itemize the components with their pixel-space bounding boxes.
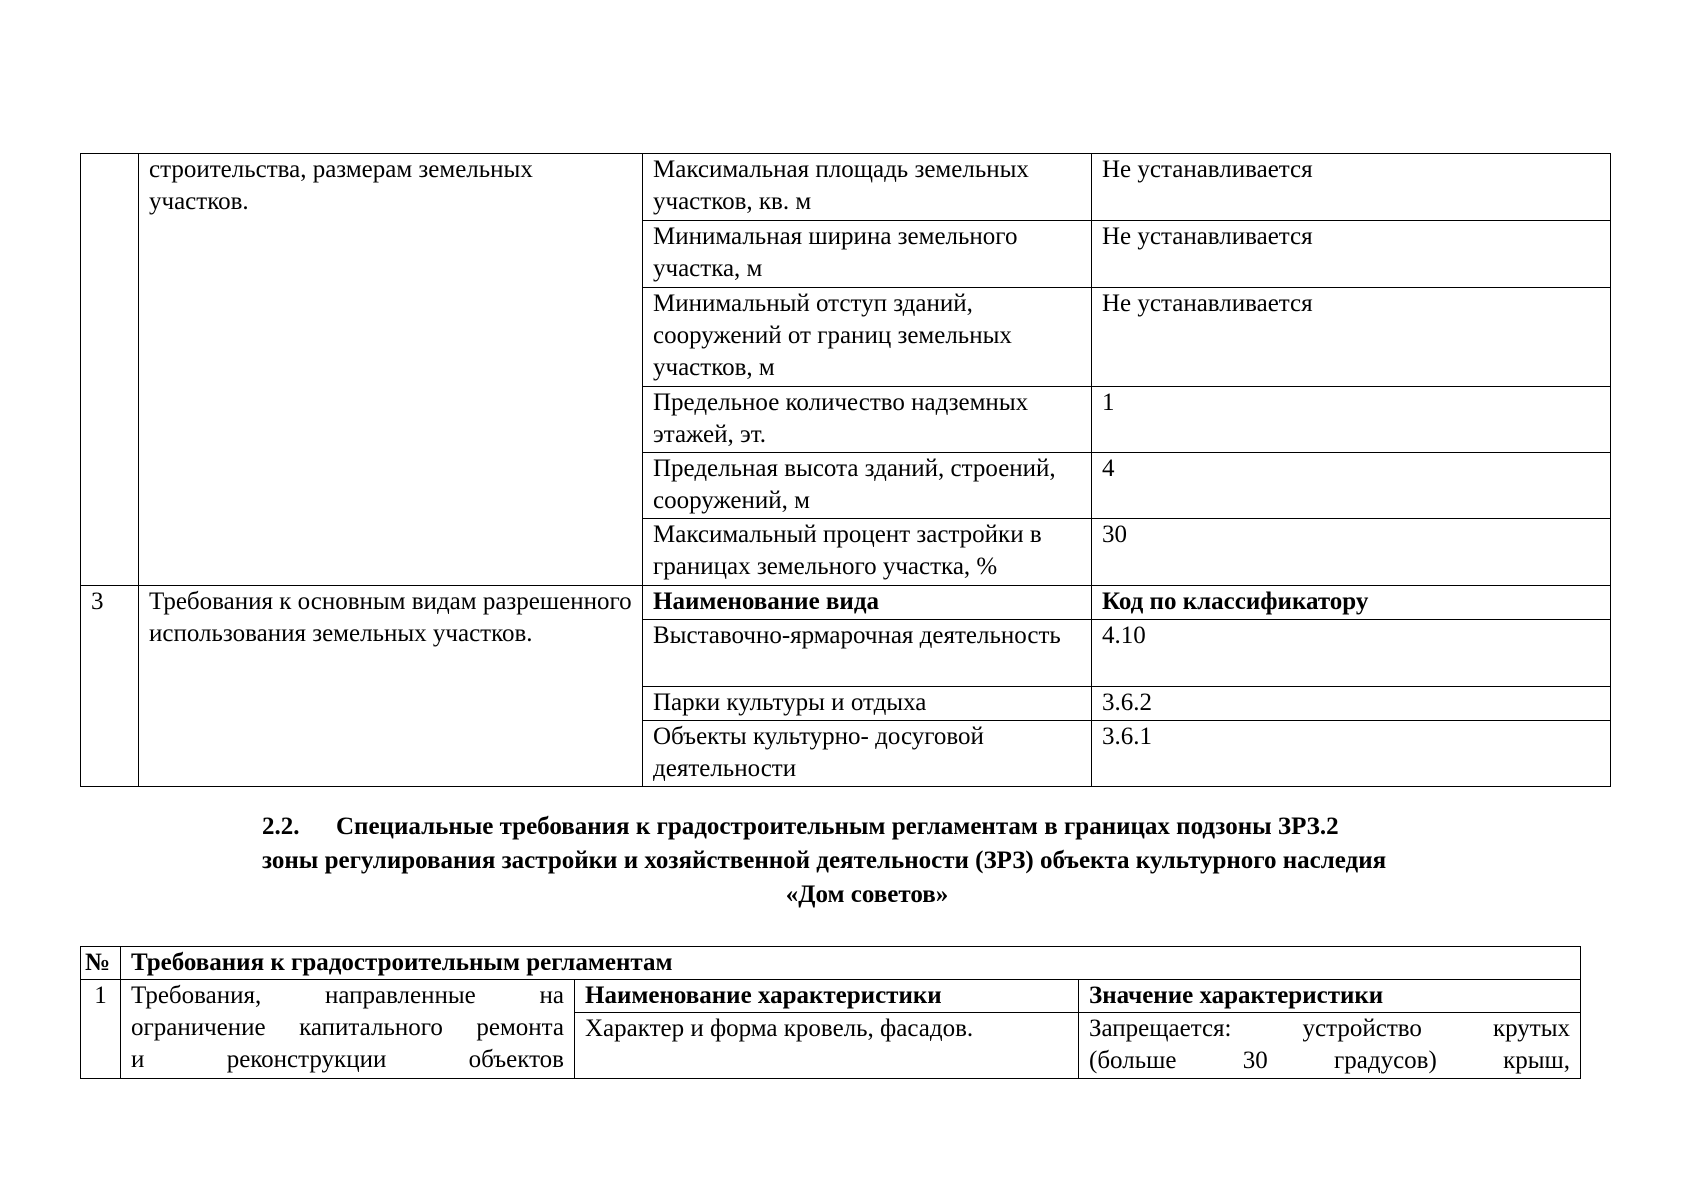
column-header-code: Код по классификатору [1092,586,1611,620]
row-number-cell [81,154,139,586]
section-heading [262,810,1582,912]
table-header-row [81,947,1581,980]
value-line: (больше 30 градусов) крыш, [1089,1047,1571,1074]
use-type-name: Парки культуры и отдыха [643,687,1092,721]
characteristic-value [1079,1013,1581,1079]
param-value: Не устанавливается [1092,288,1611,387]
use-type-name: Выставочно-ярмарочная деятельность [643,620,1092,687]
label-line: и реконструкции объектов [131,1046,564,1073]
use-type-code: 3.6.2 [1092,687,1611,721]
label-line: Требования, направленные на [131,982,564,1009]
table-row [81,980,1581,1013]
param-name: Минимальная ширина земельного участка, м [643,221,1092,288]
regulations-table-continued [80,153,1611,787]
number-header: № [81,947,121,980]
param-name: Максимальный процент застройки в границах земельного участка, % [643,519,1092,586]
param-value: 30 [1092,519,1611,586]
section-number: 2.2. [262,813,300,840]
heading-line-1 [262,810,1582,844]
heading-line-1-text: Специальные требования к градостроительным регламентам в границах подзоны ЗРЗ.2 [336,813,1339,840]
use-type-code: 4.10 [1092,620,1611,687]
param-value: Не устанавливается [1092,154,1611,221]
row-number: 1 [81,980,121,1079]
table-row [81,154,1611,221]
use-type-code: 3.6.1 [1092,721,1611,787]
row-number: 3 [81,586,139,787]
param-value: 4 [1092,453,1611,519]
characteristic-name: Характер и форма кровель, фасадов. [575,1013,1079,1079]
column-header-name: Наименование характеристики [575,980,1079,1013]
column-header-value: Значение характеристики [1079,980,1581,1013]
requirements-header: Требования к градостроительным регламентам [121,947,1581,980]
table-row [81,586,1611,620]
column-header-name: Наименование вида [643,586,1092,620]
heading-line-3: «Дом советов» [785,881,949,908]
label-line: ограничение капитального ремонта [131,1014,564,1041]
param-name: Минимальный отступ зданий, сооружений от границ земельных участков, м [643,288,1092,387]
regulations-table-zrz2 [80,946,1581,1079]
param-value: Не устанавливается [1092,221,1611,288]
heading-line-2: зоны регулирования застройки и хозяйственной деятельности (ЗРЗ) объекта культурного наследия [262,847,1387,874]
requirement-label: Требования к основным видам разрешенного использования земельных участков. [139,586,643,787]
param-name: Предельное количество надземных этажей, эт. [643,387,1092,453]
param-name: Максимальная площадь земельных участков, кв. м [643,154,1092,221]
value-line: Запрещается: устройство крутых [1089,1015,1571,1042]
requirement-label: строительства, размерам земельных участков. [139,154,643,586]
requirement-label [121,980,575,1079]
param-value: 1 [1092,387,1611,453]
param-name: Предельная высота зданий, строений, сооружений, м [643,453,1092,519]
use-type-name: Объекты культурно- досуговой деятельности [643,721,1092,787]
